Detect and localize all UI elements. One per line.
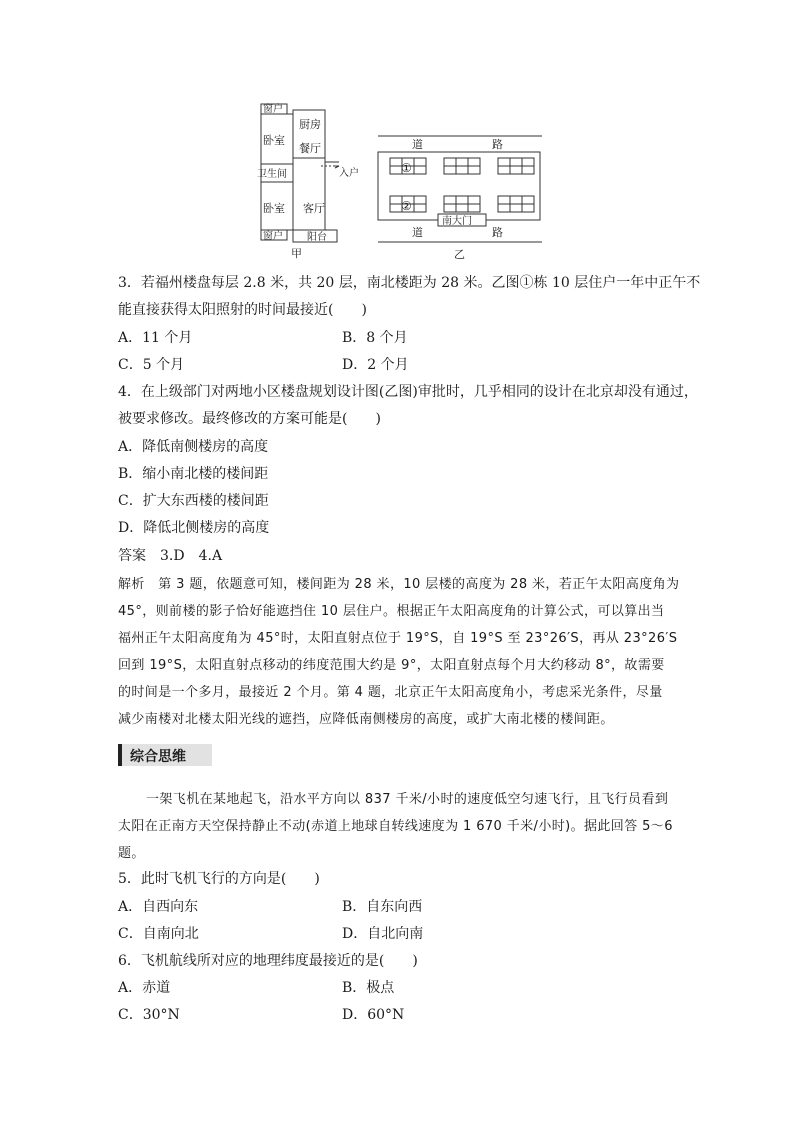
dining-label: 餐厅: [299, 142, 321, 155]
question-6: 6．飞机航线所对应的地理纬度最接近的是( ): [118, 953, 418, 969]
window-bottom-label: 窗户: [263, 231, 283, 242]
question-3-line-1: 3．若福州楼盘每层 2.8 米，共 20 层，南北楼距为 28 米。乙图①栋 10 层住户一年中正午不: [118, 275, 701, 291]
q3-option-a: A．11 个月: [118, 330, 193, 346]
q4-option-b: B．缩小南北楼的楼间距: [118, 466, 269, 482]
intro-line-3: 题。: [118, 846, 145, 861]
q6-option-d: D．60°N: [342, 1007, 405, 1023]
section-header: [118, 744, 212, 766]
building-1-label: ①: [401, 161, 412, 175]
q3-option-c: C．5 个月: [118, 357, 185, 373]
q5-option-b: B．自东向西: [342, 899, 423, 915]
road-bottom-right: 路: [492, 226, 503, 239]
q3-option-b: B．8 个月: [342, 330, 408, 346]
explanation-line-3: 福州正午太阳高度角为 45°时，太阳直射点位于 19°S，自 19°S 至 23°26′S，再从 23°26′S: [118, 631, 678, 646]
bedroom-bottom-label: 卧室: [263, 202, 285, 215]
intro-line-2: 太阳在正南方天空保持静止不动(赤道上地球自转线速度为 1 670 千米/小时)。据此回答 5～6: [118, 819, 673, 834]
bedroom-top-label: 卧室: [263, 134, 285, 147]
bathroom-label: 卫生间: [257, 169, 287, 180]
figure-yi-caption: 乙: [454, 248, 465, 261]
building-2-label: ②: [401, 199, 412, 213]
kitchen-label: 厨房: [299, 118, 321, 131]
q6-option-c: C．30°N: [118, 1007, 180, 1023]
answer-line: 答案 3.D 4.A: [118, 548, 223, 564]
window-top-label: 窗户: [263, 104, 283, 115]
explanation-line-5: 的时间是一个多月，最接近 2 个月。第 4 题，北京正午太阳高度角小，考虑采光条件，尽量: [118, 685, 663, 700]
q4-option-a: A．降低南侧楼房的高度: [118, 439, 269, 455]
q4-option-c: C．扩大东西楼的楼间距: [118, 493, 269, 509]
q4-option-d: D．降低北侧楼房的高度: [118, 520, 270, 536]
entry-label: 入户: [339, 168, 359, 179]
q5-option-a: A．自西向东: [118, 899, 199, 915]
section-title: 综合思维: [130, 749, 186, 765]
q5-option-d: D．自北向南: [342, 926, 424, 942]
question-4-line-2: 被要求修改。最终修改的方案可能是( ): [118, 411, 381, 427]
question-5: 5．此时飞机飞行的方向是( ): [118, 871, 320, 887]
road-top-right: 路: [492, 138, 503, 151]
explanation-line-2: 45°，则前楼的影子恰好能遮挡住 10 层住户。根据正午太阳高度角的计算公式，可以算出当: [118, 604, 665, 619]
living-label: 客厅: [303, 202, 325, 215]
question-4-line-1: 4．在上级部门对两地小区楼盘规划设计图(乙图)审批时，几乎相同的设计在北京却没有通过，: [118, 384, 698, 400]
explanation-line-4: 回到 19°S，太阳直射点移动的纬度范围大约是 9°，太阳直射点每个月大约移动 8°，故需要: [118, 658, 665, 673]
explanation-line-6: 减少南楼对北楼太阳光线的遮挡，应降低南侧楼房的高度，或扩大南北楼的楼间距。: [118, 712, 614, 727]
explanation-line-1: 解析 第 3 题，依题意可知，楼间距为 28 米，10 层楼的高度为 28 米，若正午太阳高度角为: [118, 577, 680, 592]
south-gate-label: 南大门: [442, 216, 472, 227]
q6-option-a: A．赤道: [118, 980, 171, 996]
q3-option-d: D．2 个月: [342, 357, 409, 373]
floor-plan-figure: [255, 102, 365, 260]
balcony-label: 阳台: [307, 232, 327, 243]
q6-option-b: B．极点: [342, 980, 395, 996]
site-plan-figure: [374, 134, 546, 262]
question-3-line-2: 能直接获得太阳照射的时间最接近( ): [118, 302, 367, 318]
road-top-left: 道: [412, 138, 423, 151]
intro-line-1: 一架飞机在某地起飞，沿水平方向以 837 千米/小时的速度低空匀速飞行，且飞行员看到: [146, 792, 669, 807]
road-bottom-left: 道: [412, 226, 423, 239]
q5-option-c: C．自南向北: [118, 926, 199, 942]
figure-jia-caption: 甲: [291, 247, 302, 260]
